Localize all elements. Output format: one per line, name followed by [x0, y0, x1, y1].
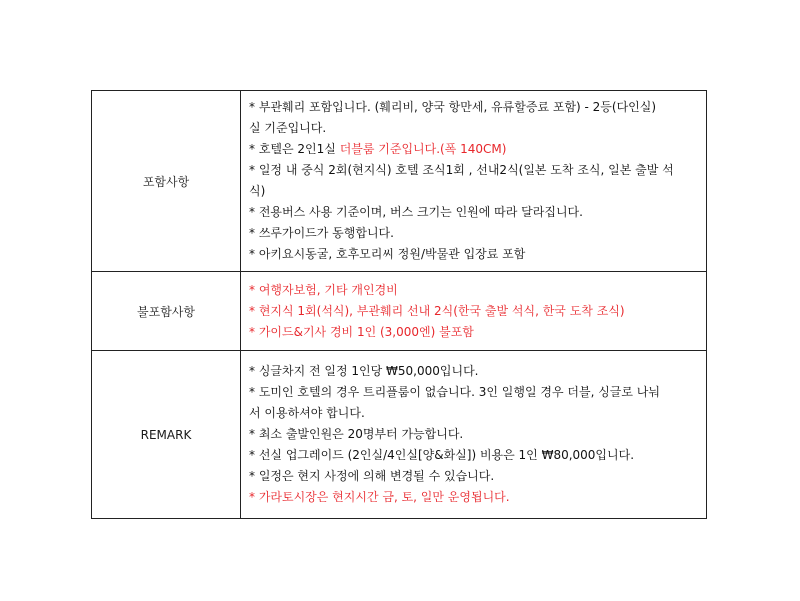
body-text: 식) [249, 184, 266, 198]
text-line [249, 382, 696, 403]
body-text: * 일정 내 중식 2회(현지식) 호텔 조식1회 , 선내2식(일본 도착 조식, 일본 출발 석 [249, 163, 674, 177]
text-line [249, 97, 696, 118]
tour-info-table [91, 90, 707, 519]
body-text: * 쓰루가이드가 동행합니다. [249, 226, 394, 240]
body-text: * 아키요시동굴, 호후모리씨 정원/박물관 입장료 포함 [249, 247, 526, 261]
text-line [249, 223, 696, 244]
text-line [249, 244, 696, 265]
line-list [241, 274, 706, 349]
highlight-text: * 현지식 1회(석식), 부관훼리 선내 2식(한국 출발 석식, 한국 도착 조식) [249, 303, 625, 318]
body-text: * 선실 업그레이드 (2인실/4인실[양&화실]) 비용은 1인 ₩80,000입니다. [249, 448, 635, 462]
text-line [249, 403, 696, 424]
text-line [249, 280, 696, 301]
text-line [249, 160, 696, 181]
text-line [249, 361, 696, 382]
text-line [249, 424, 696, 445]
row-content-remark [241, 351, 707, 519]
body-text: * 최소 출발인원은 20명부터 가능합니다. [249, 427, 464, 441]
text-line [249, 139, 696, 160]
line-list [241, 91, 706, 271]
text-line [249, 466, 696, 487]
highlight-text: * 가라토시장은 현지시간 금, 토, 일만 운영됩니다. [249, 490, 510, 504]
row-included [92, 91, 707, 272]
body-text: 서 이용하셔야 합니다. [249, 406, 365, 420]
row-content-included [241, 91, 707, 272]
row-label-excluded: 불포함사항 [92, 272, 241, 351]
row-excluded [92, 272, 707, 351]
text-line [249, 487, 696, 508]
text-line [249, 118, 696, 139]
row-content-excluded [241, 272, 707, 351]
body-text: 실 기준입니다. [249, 121, 327, 135]
row-label-remark: REMARK [92, 351, 241, 519]
body-text: * 전용버스 사용 기준이며, 버스 크기는 인원에 따라 달라집니다. [249, 205, 583, 219]
text-line [249, 445, 696, 466]
text-line [249, 301, 696, 322]
line-list [241, 355, 706, 514]
highlight-text: * 가이드&기사 경비 1인 (3,000엔) 불포함 [249, 324, 474, 339]
text-line [249, 181, 696, 202]
row-label-included: 포함사항 [92, 91, 241, 272]
body-text: * 일정은 현지 사정에 의해 변경될 수 있습니다. [249, 469, 495, 483]
body-text: * 싱글차지 전 일정 1인당 ₩50,000입니다. [249, 364, 479, 378]
highlight-text: 더블룸 기준입니다.(폭 140CM) [339, 142, 507, 156]
body-text: * 도미인 호텔의 경우 트리플룸이 없습니다. 3인 일행일 경우 더블, 싱글로 나눠 [249, 385, 660, 399]
body-text: * 부관훼리 포함입니다. (훼리비, 양국 항만세, 유류할증료 포함) - 2등(다인실) [249, 100, 657, 114]
body-text: * 호텔은 2인1실 [249, 142, 340, 156]
text-line [249, 202, 696, 223]
highlight-text: * 여행자보험, 기타 개인경비 [249, 282, 398, 297]
row-remark [92, 351, 707, 519]
text-line [249, 322, 696, 343]
